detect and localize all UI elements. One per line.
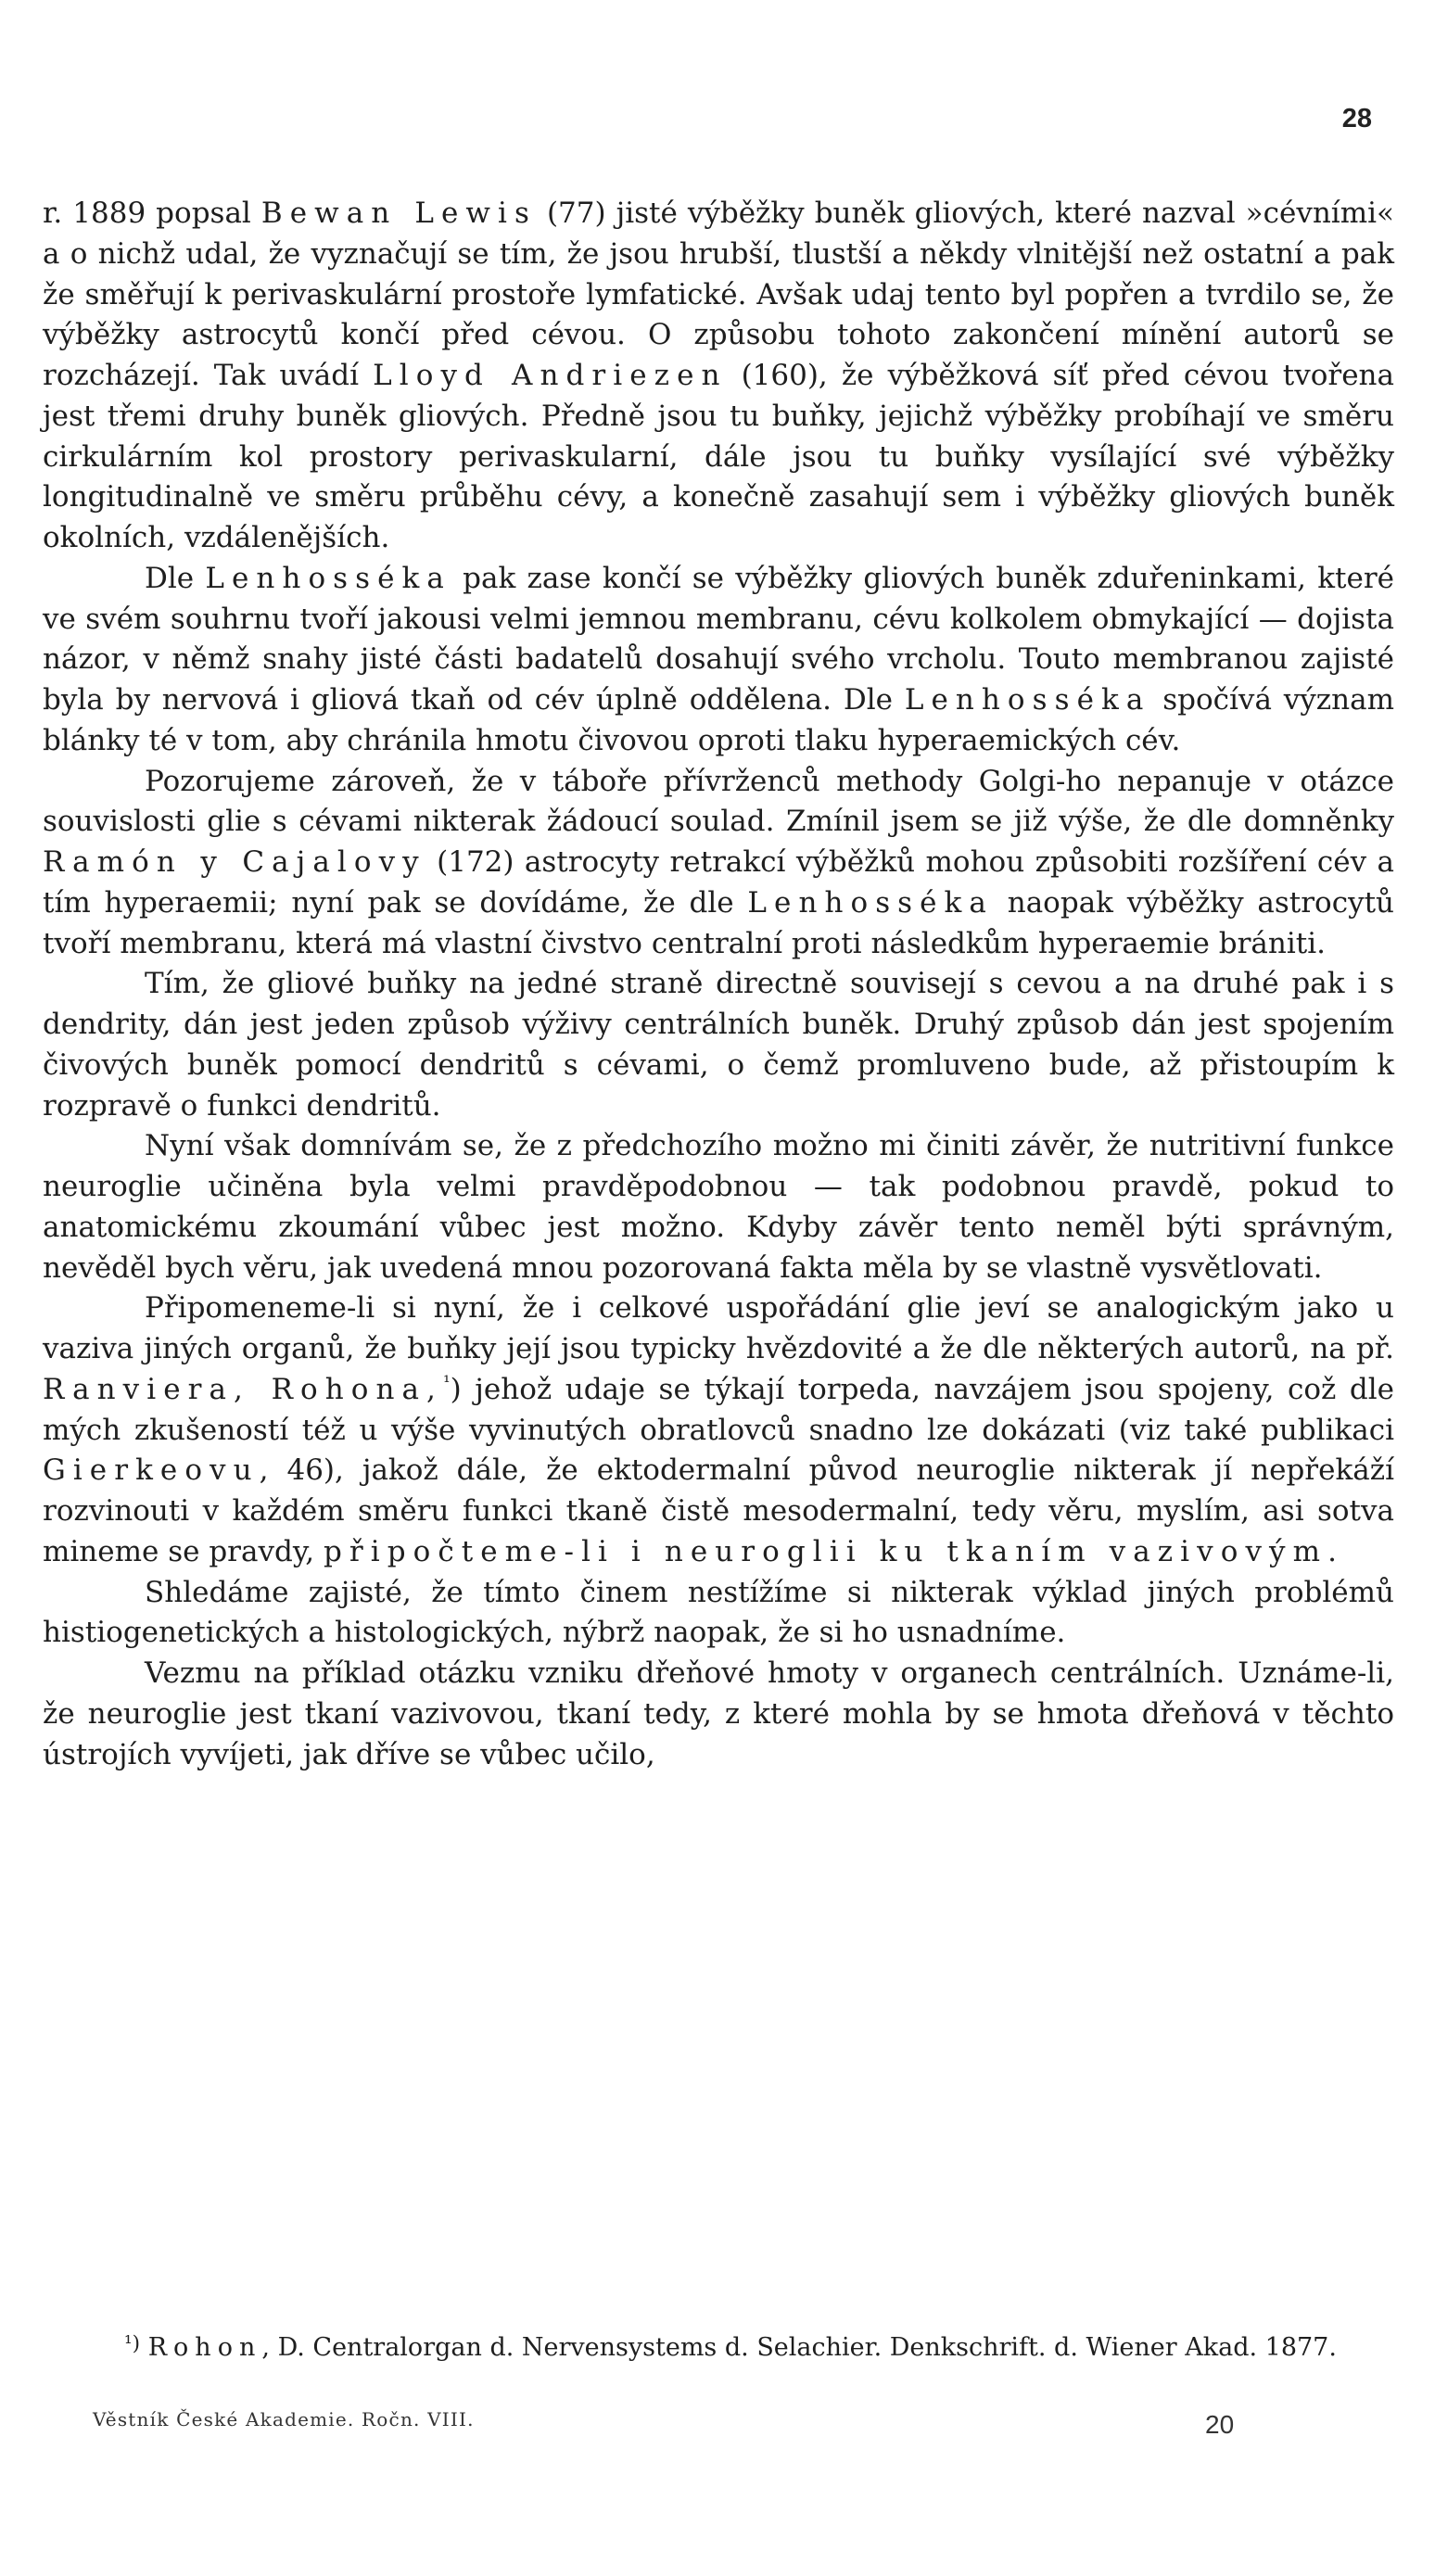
paragraph	[43, 559, 1394, 762]
journal-line: Věstník České Akademie. Ročn. VIII.	[93, 2408, 475, 2430]
spaced-name: Gierkeovu	[43, 1453, 260, 1488]
spaced-name: Ranviera, Rohona,	[43, 1372, 443, 1406]
text-run: Shledáme zajisté, že tímto činem nestížíme si nikterak výklad jiných problémů histiogenetických a histologických, nýbrž naopak, že si ho usnadníme.	[43, 1575, 1394, 1650]
signature-mark: 20	[1205, 2410, 1235, 2439]
text-run: pak zase končí se výběžky gliových buněk zduřeninkami, které ve svém souhrnu tvoří jakousi velmi jemnou membranu, cévu kolkolem obmykající — dojista názor, v němž snahy jisté části badatelů dosahují svého vrcholu. Touto membranou zajisté byla by nervová i gliová tkaň od cév úplně oddělena. Dle	[43, 561, 1394, 717]
text-run: (77) jisté výběžky buněk gliových, které nazval »cévními« a o nichž udal, že vyznačují se tím, že jsou hrubší, tlustší a někdy vlnitější než ostatní a pak že směřují k perivaskulární prostoře lymfatické. Avšak udaj tento byl popřen a tvrdilo se, že výběžky astrocytů končí před cévou. O způsobu tohoto zakončení mínění autorů se rozcházejí. Tak uvádí	[43, 197, 1394, 392]
paragraph	[43, 194, 1394, 559]
body-text	[43, 194, 1394, 1775]
text-run: (172) astrocyty retrakcí výběžků mohou způsobiti rozšíření cév a tím hyperaemii; nyní pak se dovídáme, že dle	[43, 845, 1395, 920]
footnote	[43, 2327, 1394, 2365]
text-run: (160), že výběžková síť před cévou tvořena jest třemi druhy buněk gliových. Předně jsou tu buňky, jejichž výběžky probíhají ve směru cirkulárním kol prostory perivaskularní, dále jsou tu buňky vysílající své výběžky longitudinalně ve směru průběhu cévy, a konečně zasahují sem i výběžky gliových buněk okolních, vzdálenějších.	[43, 359, 1394, 554]
footnote-marker: ¹)	[124, 2332, 141, 2355]
text-run: ) jehož udaje se týkají torpeda, navzájem jsou spojeny, což dle mých zkušeností též u výše vyvinutých obratlovců snadno lze dokázati (viz také publikaci	[43, 1372, 1394, 1447]
paragraph	[43, 1126, 1394, 1288]
text-run: Vezmu na příklad otázku vzniku dřeňové hmoty v organech centrálních. Uznáme-li, že neuroglie jest tkaní vazivovou, tkaní tedy, z které mohla by se hmota dřeňová v těchto ústrojích vyvíjeti, jak dříve se vůbec učilo,	[43, 1656, 1394, 1771]
text-run: r. 1889 popsal	[43, 197, 261, 230]
text-run: Nyní však domnívám se, že z předchozího možno mi činiti závěr, že nutritivní funkce neuroglie učiněna byla velmi pravděpodobnou — tak podobnou pravdě, pokud to anatomickému zkoumání vůbec jest možno. Kdyby závěr tento neměl býti správným, nevěděl bych věru, jak uvedená mnou pozorovaná fakta měla by se vlastně vysvětlovati.	[43, 1129, 1394, 1285]
spaced-name: Lenhosséka	[205, 561, 451, 595]
footnote-text: , D. Centralorgan d. Nervensystems d. Selachier. Denkschrift. d. Wiener Akad. 1877.	[261, 2333, 1337, 2362]
spaced-name: Ramón y Cajalovy	[43, 845, 426, 879]
text-run: Dle	[145, 561, 206, 595]
text-run: , 46), jakož dále, že ektodermalní původ neuroglie nikterak jí nepřekáží rozvinouti v každém směru funkci tkaně čistě mesodermalní, tedy věru, myslím, asi sotva mineme se pravdy,	[43, 1453, 1394, 1568]
page-number: 28	[1341, 104, 1372, 133]
paragraph	[43, 1654, 1394, 1775]
paragraph	[43, 1573, 1394, 1655]
paragraph	[43, 762, 1394, 965]
text-run: .	[1327, 1534, 1337, 1568]
spaced-name: Lenhosséka	[747, 885, 994, 920]
text-run: Pozorujeme zároveň, že v táboře přívrženců methody Golgi-ho nepanuje v otázce souvislosti glie s cévami nikterak žádoucí soulad. Zmínil jsem se již výše, že dle domněnky	[43, 764, 1394, 839]
spaced-name: připočteme-li i neuroglii ku tkaním vazivovým	[323, 1534, 1328, 1568]
paragraph	[43, 964, 1394, 1126]
footnote-author: Rohon	[147, 2333, 262, 2362]
text-run: naopak výběžky astrocytů tvoří membranu, která má vlastní čivstvo centralní proti následkům hyperaemie brániti.	[43, 885, 1394, 960]
paragraph	[43, 1288, 1394, 1572]
text-run: Připomeneme-li si nyní, že i celkové uspořádání glie jeví se analogickým jako u vaziva jiných organů, že buňky její jsou typicky hvězdovité a že dle některých autorů, na př.	[43, 1291, 1394, 1365]
spaced-name: Lenhosséka	[904, 683, 1151, 717]
spaced-name: Lloyd Andriezen	[373, 359, 728, 392]
spaced-name: Bewan Lewis	[260, 197, 537, 230]
text-run: Tím, že gliové buňky na jedné straně directně souvisejí s cevou a na druhé pak i s dendrity, dán jest jeden způsob výživy centrálních buněk. Druhý způsob dán jest spojením čivových buněk pomocí dendritů s cévami, o čemž promluveno bude, až přistoupím k rozpravě o funkci dendritů.	[43, 967, 1394, 1123]
text-run: spočívá význam blánky té v tom, aby chránila hmotu čivovou oproti tlaku hyperaemických cév.	[43, 683, 1394, 757]
footnote-ref: ¹	[442, 1371, 451, 1393]
